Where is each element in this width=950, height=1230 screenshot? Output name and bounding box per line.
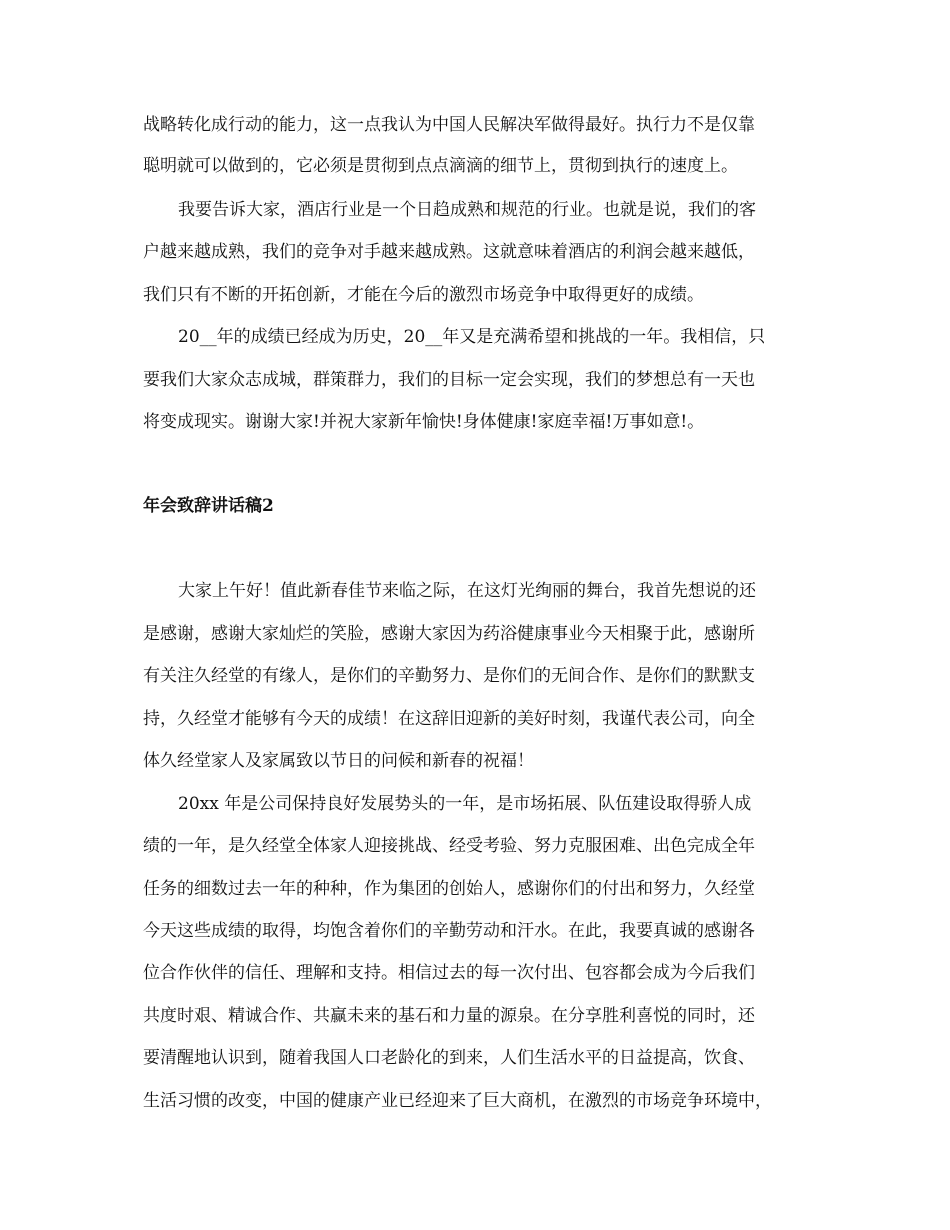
section-heading: 年会致辞讲话稿2 [143, 496, 274, 516]
paragraph-1-line-1: 战略转化成行动的能力，这一点我认为中国人民解决军做得最好。执行力不是仅靠 [143, 115, 755, 135]
paragraph-2-line-2: 户越来越成熟，我们的竞争对手越来越成熟。这就意味着酒店的利润会越来越低， [143, 242, 755, 262]
paragraph-5-line-6: 共度时艰、精诚合作、共赢未来的基石和力量的源泉。在分享胜利喜悦的同时，还 [143, 1006, 755, 1026]
paragraph-5-line-3: 任务的细数过去一年的种种，作为集团的创始人，感谢你们的付出和努力，久经堂 [143, 879, 755, 899]
paragraph-5-line-8: 生活习惯的改变，中国的健康产业已经迎来了巨大商机，在激烈的市场竞争环境中， [143, 1091, 772, 1111]
paragraph-4-line-2: 是感谢，感谢大家灿烂的笑脸，感谢大家因为药浴健康事业今天相聚于此，感谢所 [143, 624, 755, 644]
paragraph-2-line-3: 我们只有不断的开拓创新，才能在今后的激烈市场竞争中取得更好的成绩。 [143, 285, 704, 305]
paragraph-3-line-2: 要我们大家众志成城，群策群力，我们的目标一定会实现，我们的梦想总有一天也 [143, 370, 755, 390]
paragraph-4-line-4: 持，久经堂才能够有今天的成绩！在这辞旧迎新的美好时刻，我谨代表公司，向全 [143, 709, 755, 729]
paragraph-4-line-3: 有关注久经堂的有缘人，是你们的辛勤努力、是你们的无间合作、是你们的默默支 [143, 666, 755, 686]
paragraph-5-line-7: 要清醒地认识到，随着我国人口老龄化的到来，人们生活水平的日益提高，饮食、 [143, 1048, 755, 1068]
paragraph-5-line-5: 位合作伙伴的信任、理解和支持。相信过去的每一次付出、包容都会成为今后我们 [143, 963, 755, 983]
paragraph-4-line-5: 体久经堂家人及家属致以节日的问候和新春的祝福！ [143, 751, 534, 771]
paragraph-5-line-4: 今天这些成绩的取得，均饱含着你们的辛勤劳动和汗水。在此，我要真诚的感谢各 [143, 921, 755, 941]
paragraph-2-line-1: 我要告诉大家，酒店行业是一个日趋成熟和规范的行业。也就是说，我们的客 [178, 200, 756, 220]
paragraph-1-line-2: 聪明就可以做到的，它必须是贯彻到点点滴滴的细节上，贯彻到执行的速度上。 [143, 156, 738, 176]
paragraph-3-line-3: 将变成现实。谢谢大家!并祝大家新年愉快!身体健康!家庭幸福!万事如意!。 [143, 412, 705, 432]
paragraph-5-line-2: 绩的一年，是久经堂全体家人迎接挑战、经受考验、努力克服困难、出色完成全年 [143, 836, 755, 856]
paragraph-3-line-1: 20__年的成绩已经成为历史，20__年又是充满希望和挑战的一年。我相信，只 [178, 327, 766, 347]
paragraph-4-line-1: 大家上午好！值此新春佳节来临之际，在这灯光绚丽的舞台，我首先想说的还 [178, 581, 756, 601]
paragraph-5-line-1: 20xx 年是公司保持良好发展势头的一年，是市场拓展、队伍建设取得骄人成 [178, 794, 752, 814]
